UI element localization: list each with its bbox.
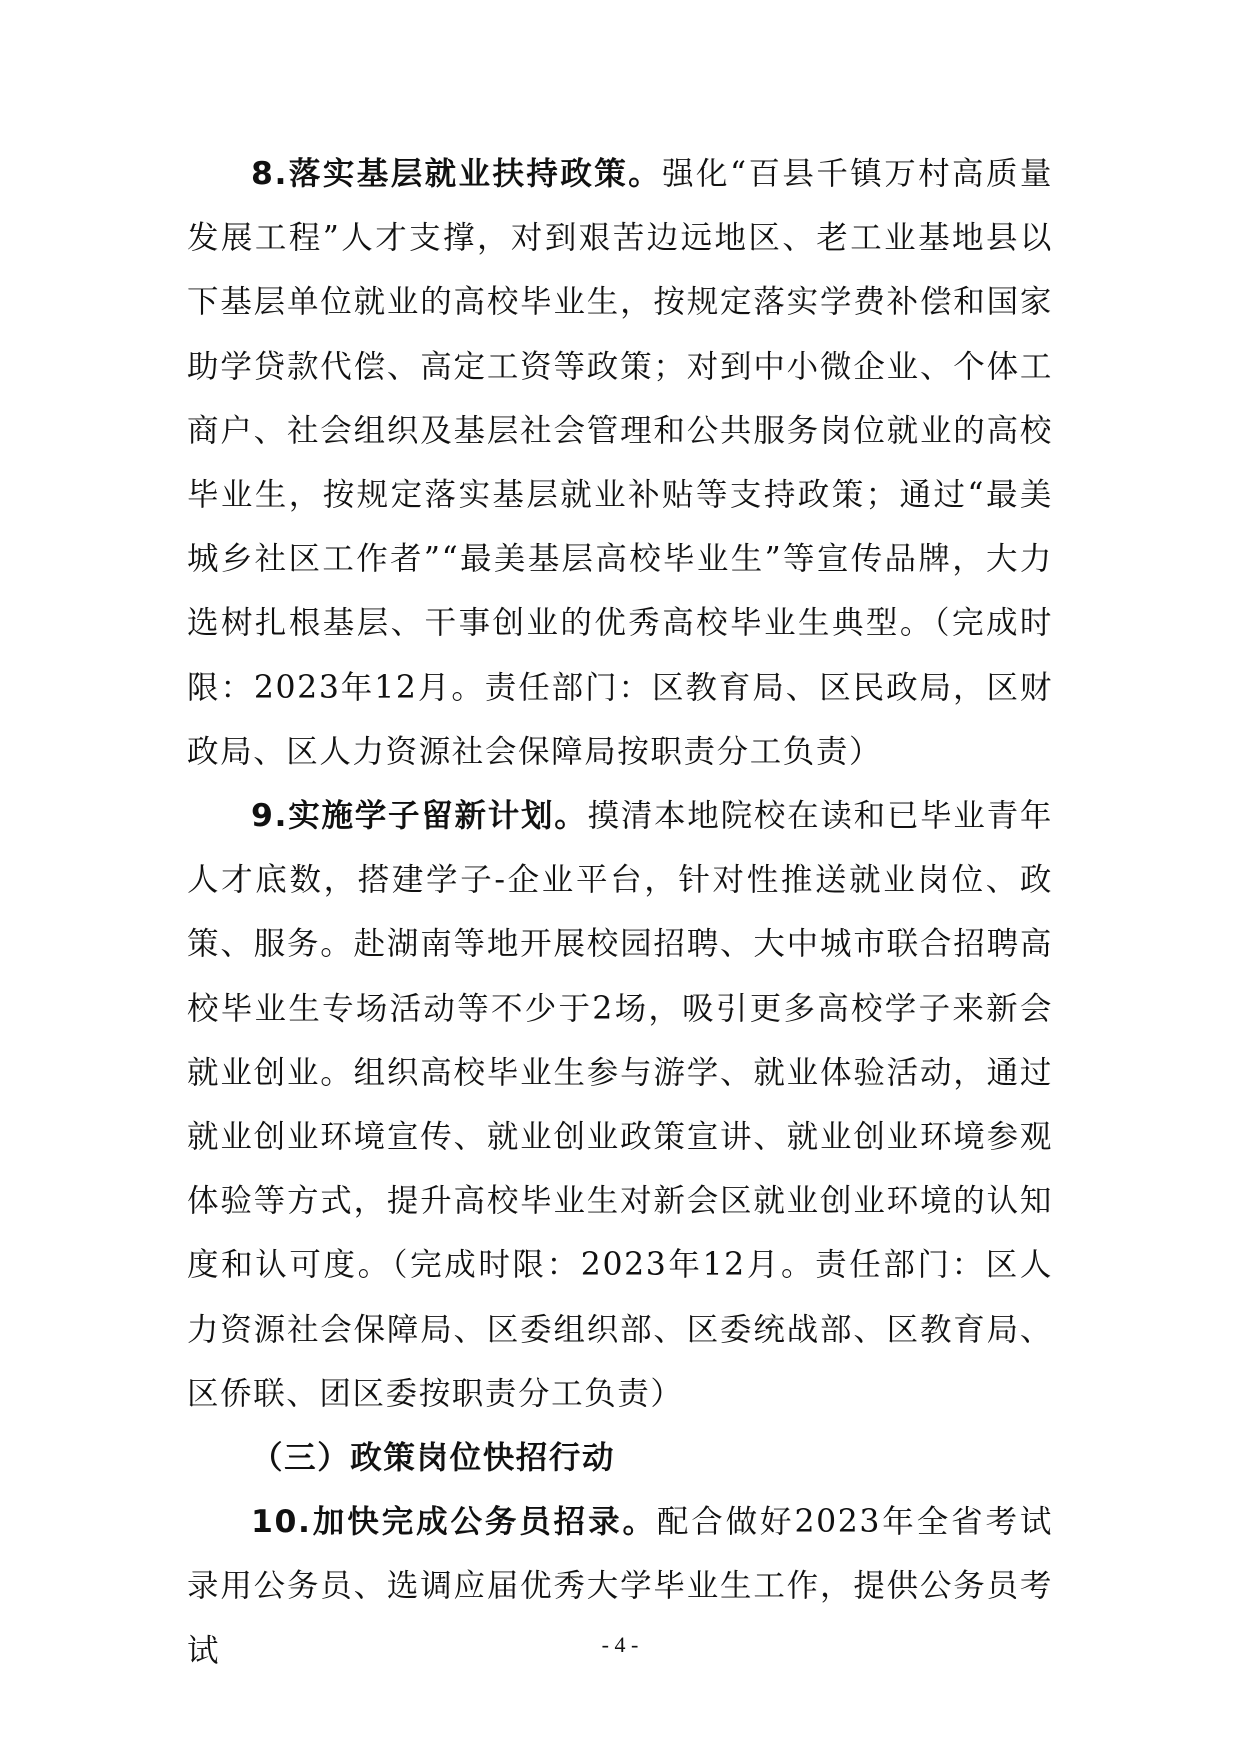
item-body: 强化“百县千镇万村高质量发展工程”人才支撑，对到艰苦边远地区、老工业基地县以下基层单位就业的高校毕业生，按规定落实学费补偿和国家助学贷款代偿、高定工资等政策；对到中小微企业、个体工商户、社会组织及基层社会管理和公共服务岗位就业的高校毕业生，按规定落实基层就业补贴等支持政策；通过“最美城乡社区工作者”“最美基层高校毕业生”等宣传品牌，大力选树扎根基层、干事创业的优秀高校毕业生典型。（完成时限：2023年12月。责任部门：区教育局、区民政局，区财政局、区人力资源社会保障局按职责分工负责） (187, 156, 1053, 770)
item-body: 配合做好2023年全省考试录用公务员、选调应届优秀大学毕业生工作，提供公务员考试 (187, 1504, 1053, 1669)
item-number: 9. (251, 798, 289, 835)
item-title: 落实基层就业扶持政策。 (288, 156, 663, 192)
item-body: 摸清本地院校在读和已毕业青年人才底数，搭建学子-企业平台，针对性推送就业岗位、政策、服务。赴湖南等地开展校园招聘、大中城市联合招聘高校毕业生专场活动等不少于2场，吸引更多高校学子来新会就业创业。组织高校毕业生参与游学、就业体验活动，通过就业创业环境宣传、就业创业政策宣讲、就业创业环境参观体验等方式，提升高校毕业生对新会区就业创业环境的认知度和认可度。（完成时限：2023年12月。责任部门：区人力资源社会保障局、区委组织部、区委统战部、区教育局、区侨联、团区委按职责分工负责） (187, 798, 1053, 1412)
item-number: 8. (251, 156, 289, 192)
item-number: 10. (251, 1504, 312, 1541)
page-number: - 4 - (601, 1632, 639, 1657)
item-title: 加快完成公务员招录。 (311, 1504, 657, 1541)
item-title: 实施学子留新计划。 (288, 798, 588, 835)
paragraph-item-8 (187, 142, 1053, 784)
paragraph-item-9 (187, 784, 1053, 1426)
document-page (187, 142, 1053, 1683)
section-heading: （三）政策岗位快招行动 (251, 1440, 616, 1477)
